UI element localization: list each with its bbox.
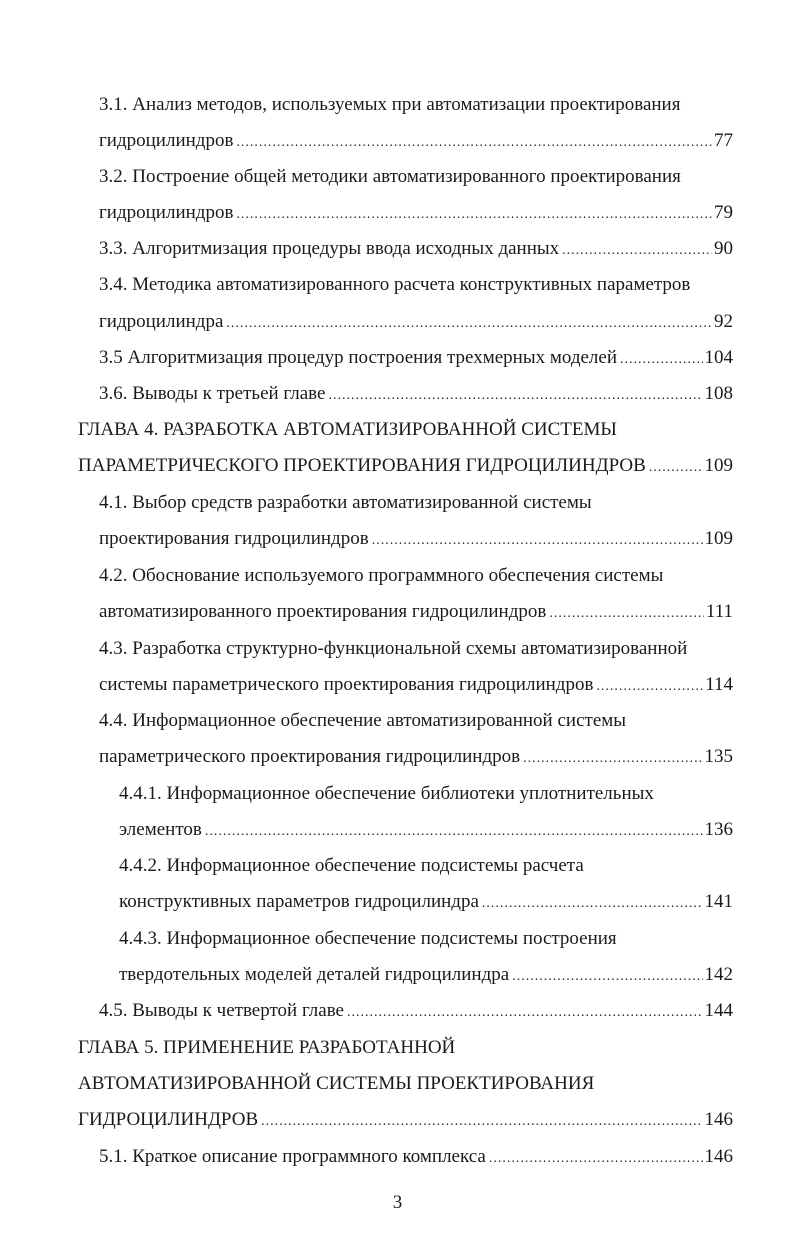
toc-entry-4-4-2[interactable] [119,888,733,916]
toc-page-number: 114 [705,674,733,695]
toc-entry-text: 5.1. Краткое описание программного комплекса [99,1146,486,1167]
toc-entry-3-1[interactable] [99,127,733,155]
toc-page-number: 146 [704,1146,733,1167]
toc-page-number: 111 [705,601,733,622]
dot-leader [489,1145,703,1173]
toc-entry-3-2-line1: 3.2. Построение общей методики автоматизированного проектирования [99,166,681,187]
toc-entry-5-1[interactable] [99,1143,733,1171]
toc-chapter-5[interactable] [78,1106,733,1134]
toc-entry-text: конструктивных параметров гидроцилиндра [119,891,479,912]
toc-entry-text: твердотельных моделей деталей гидроцилиндра [119,964,510,985]
toc-entry-3-1-line1: 3.1. Анализ методов, используемых при автоматизации проектирования [99,94,681,115]
toc-entry-4-4-3-line1: 4.4.3. Информационное обеспечение подсистемы построения [119,928,617,949]
dot-leader [236,201,712,229]
toc-entry-text: автоматизированного проектирования гидроцилиндров [99,601,547,622]
toc-chapter-4[interactable] [78,452,733,480]
dot-leader [328,382,702,410]
toc-entry-3-5[interactable] [99,344,733,372]
toc-entry-text: системы параметрического проектирования гидроцилиндров [99,674,594,695]
toc-entry-4-4-3[interactable] [119,961,733,989]
dot-leader [236,129,712,157]
toc-entry-text: 3.6. Выводы к третьей главе [99,383,326,404]
toc-entry-4-2[interactable] [99,598,733,626]
toc-page-number: 109 [704,455,733,476]
dot-leader [549,600,704,628]
toc-page-number: 144 [704,1000,733,1021]
toc-page-number: 108 [704,383,733,404]
toc-page-number: 79 [714,202,733,223]
toc-entry-text: 3.5 Алгоритмизация процедур построения трехмерных моделей [99,347,618,368]
toc-entry-text: гидроцилиндров [99,130,234,151]
page-number: 3 [392,1192,403,1213]
toc-entry-4-5[interactable] [99,997,733,1025]
dot-leader [523,745,702,773]
toc-page-number: 104 [704,347,733,368]
dot-leader [620,346,702,374]
dot-leader [596,673,703,701]
toc-entry-4-3[interactable] [99,671,733,699]
toc-entry-4-4-2-line1: 4.4.2. Информационное обеспечение подсистемы расчета [119,855,584,876]
toc-entry-text: 4.5. Выводы к четвертой главе [99,1000,344,1021]
toc-entry-text: ПАРАМЕТРИЧЕСКОГО ПРОЕКТИРОВАНИЯ ГИДРОЦИЛИНДРОВ [78,455,646,476]
toc-entry-3-6[interactable] [99,380,733,408]
toc-page-number: 92 [714,311,733,332]
dot-leader [649,454,703,482]
toc-entry-3-2[interactable] [99,199,733,227]
toc-entry-text: параметрического проектирования гидроцилиндров [99,746,521,767]
toc-entry-text: 3.3. Алгоритмизация процедуры ввода исходных данных [99,238,560,259]
toc-entry-4-1[interactable] [99,525,733,553]
toc-page-number: 135 [704,746,733,767]
toc-chapter-5-line1: ГЛАВА 5. ПРИМЕНЕНИЕ РАЗРАБОТАННОЙ [78,1037,456,1058]
toc-entry-3-4-line1: 3.4. Методика автоматизированного расчета конструктивных параметров [99,274,691,295]
toc-page-number: 142 [704,964,733,985]
dot-leader [261,1108,702,1136]
toc-page-number: 141 [704,891,733,912]
toc-entry-3-3[interactable] [99,235,733,263]
toc-page-number: 77 [714,130,733,151]
toc-page-number: 136 [704,819,733,840]
toc-entry-4-3-line1: 4.3. Разработка структурно-функциональной схемы автоматизированной [99,638,688,659]
dot-leader [226,310,712,338]
dot-leader [562,237,712,265]
dot-leader [205,818,703,846]
toc-entry-text: элементов [119,819,202,840]
dot-leader [347,999,703,1027]
toc-chapter-4-line1: ГЛАВА 4. РАЗРАБОТКА АВТОМАТИЗИРОВАННОЙ СИСТЕМЫ [78,419,617,440]
toc-entry-3-4[interactable] [99,308,733,336]
toc-entry-text: проектирования гидроцилиндров [99,528,369,549]
toc-page-number: 109 [704,528,733,549]
toc-chapter-5-line2: АВТОМАТИЗИРОВАННОЙ СИСТЕМЫ ПРОЕКТИРОВАНИЯ [78,1073,595,1094]
dot-leader [372,527,703,555]
dot-leader [482,890,703,918]
toc-entry-4-4-1[interactable] [119,816,733,844]
toc-entry-text: гидроцилиндра [99,311,224,332]
toc-entry-4-2-line1: 4.2. Обоснование используемого программного обеспечения системы [99,565,664,586]
toc-page-number: 146 [704,1109,733,1130]
toc-entry-4-1-line1: 4.1. Выбор средств разработки автоматизированной системы [99,492,592,513]
toc-entry-4-4[interactable] [99,743,733,771]
toc-entry-4-4-1-line1: 4.4.1. Информационное обеспечение библиотеки уплотнительных [119,783,654,804]
toc-entry-4-4-line1: 4.4. Информационное обеспечение автоматизированной системы [99,710,627,731]
toc-entry-text: гидроцилиндров [99,202,234,223]
toc-entry-text: ГИДРОЦИЛИНДРОВ [78,1109,259,1130]
toc-page-number: 90 [714,238,733,259]
dot-leader [512,963,702,991]
